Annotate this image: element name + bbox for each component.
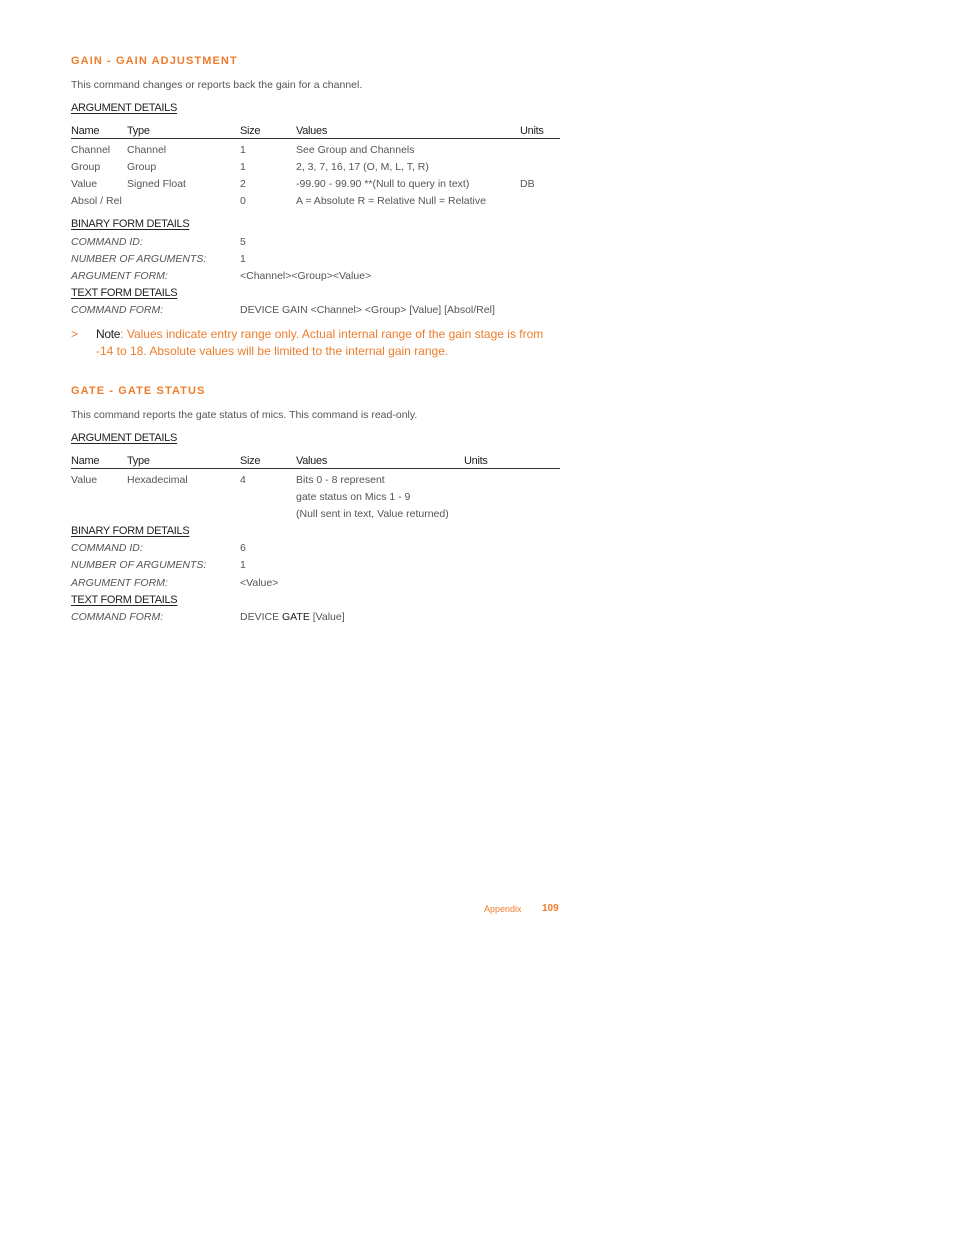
- gain-row-absol-size: 0: [240, 195, 246, 207]
- gain-row-group-type: Group: [127, 161, 157, 173]
- gate-command-form-pre: DEVICE: [240, 611, 283, 623]
- gain-row-group-size: 1: [240, 161, 246, 173]
- gate-binary-form-heading: BINARY FORM DETAILS: [71, 525, 190, 537]
- note-label: Note: [96, 327, 121, 341]
- gate-section-heading: GATE - GATE STATUS: [71, 385, 206, 397]
- note-marker: >: [71, 327, 79, 341]
- gain-description: This command changes or reports back the gain for a channel.: [71, 79, 363, 91]
- gain-table-rule: [71, 138, 560, 139]
- gate-num-args-label: NUMBER OF ARGUMENTS:: [71, 559, 207, 571]
- gate-row-value-size: 4: [240, 474, 246, 486]
- gate-text-form-heading: TEXT FORM DETAILS: [71, 594, 178, 606]
- gate-header-size: Size: [240, 455, 261, 467]
- gain-binary-form-heading: BINARY FORM DETAILS: [71, 218, 190, 230]
- gain-row-value-type: Signed Float: [127, 178, 186, 190]
- gain-argument-details-heading: ARGUMENT DETAILS: [71, 102, 178, 114]
- page-number: 109: [542, 903, 559, 914]
- gain-row-channel-size: 1: [240, 144, 246, 156]
- gate-command-id-label: COMMAND ID:: [71, 542, 143, 554]
- gate-header-values: Values: [296, 455, 328, 467]
- gate-row-values-line-2: gate status on Mics 1 - 9: [296, 491, 411, 503]
- gain-row-channel-type: Channel: [127, 144, 167, 156]
- note-text-1: : Values indicate entry range only. Actual internal range of the gain stage is from: [120, 327, 544, 341]
- gate-row-values-line-1: Bits 0 - 8 represent: [296, 474, 385, 486]
- footer-section-label: Appendix: [484, 904, 522, 914]
- gate-row-value-type: Hexadecimal: [127, 474, 188, 486]
- gain-row-value-values: -99.90 - 99.90 **(Null to query in text): [296, 178, 470, 190]
- gate-header-type: Type: [127, 455, 150, 467]
- gain-row-value-name: Value: [71, 178, 98, 190]
- gain-note-line-2: -14 to 18. Absolute values will be limited to the internal gain range.: [96, 344, 449, 358]
- gain-row-group-name: Group: [71, 161, 101, 173]
- gain-command-id-value: 5: [240, 236, 246, 248]
- gate-command-form-label: COMMAND FORM:: [71, 611, 164, 623]
- gain-text-form-heading: TEXT FORM DETAILS: [71, 287, 178, 299]
- gate-row-value-name: Value: [71, 474, 98, 486]
- gain-command-form-label: COMMAND FORM:: [71, 304, 164, 316]
- gate-argument-details-heading: ARGUMENT DETAILS: [71, 432, 178, 444]
- gain-section-heading: GAIN - GAIN ADJUSTMENT: [71, 55, 238, 67]
- gain-header-type: Type: [127, 125, 150, 137]
- gain-row-value-size: 2: [240, 178, 246, 190]
- gain-row-channel-name: Channel: [71, 144, 111, 156]
- gate-row-values-line-3: (Null sent in text, Value returned): [296, 508, 449, 520]
- gain-row-value-units: DB: [520, 178, 535, 190]
- gain-row-group-values: 2, 3, 7, 16, 17 (O, M, L, T, R): [296, 161, 429, 173]
- gate-command-form-word: GATE: [282, 611, 310, 623]
- gain-header-values: Values: [296, 125, 328, 137]
- gain-num-args-value: 1: [240, 253, 246, 265]
- gain-header-name: Name: [71, 125, 100, 137]
- gate-arg-form-value: <Value>: [240, 577, 279, 589]
- gate-command-form-value: [240, 611, 345, 623]
- gain-arg-form-label: ARGUMENT FORM:: [71, 270, 168, 282]
- gain-command-id-label: COMMAND ID:: [71, 236, 143, 248]
- gate-command-form-post: [Value]: [309, 611, 345, 623]
- gain-header-units: Units: [520, 125, 544, 137]
- gain-arg-form-value: <Channel><Group><Value>: [240, 270, 372, 282]
- gain-note-line-1: [96, 327, 543, 341]
- gate-header-units: Units: [464, 455, 488, 467]
- gain-row-absol-name: Absol / Rel: [71, 195, 122, 207]
- gain-command-form-value: DEVICE GAIN <Channel> <Group> [Value] [Absol/Rel]: [240, 304, 495, 316]
- gate-arg-form-label: ARGUMENT FORM:: [71, 577, 168, 589]
- gain-header-size: Size: [240, 125, 261, 137]
- gate-command-id-value: 6: [240, 542, 246, 554]
- gate-description: This command reports the gate status of mics. This command is read-only.: [71, 409, 418, 421]
- gate-num-args-value: 1: [240, 559, 246, 571]
- gain-row-absol-values: A = Absolute R = Relative Null = Relative: [296, 195, 486, 207]
- gain-row-channel-values: See Group and Channels: [296, 144, 415, 156]
- gate-table-rule: [71, 468, 560, 469]
- gain-num-args-label: NUMBER OF ARGUMENTS:: [71, 253, 207, 265]
- gate-header-name: Name: [71, 455, 100, 467]
